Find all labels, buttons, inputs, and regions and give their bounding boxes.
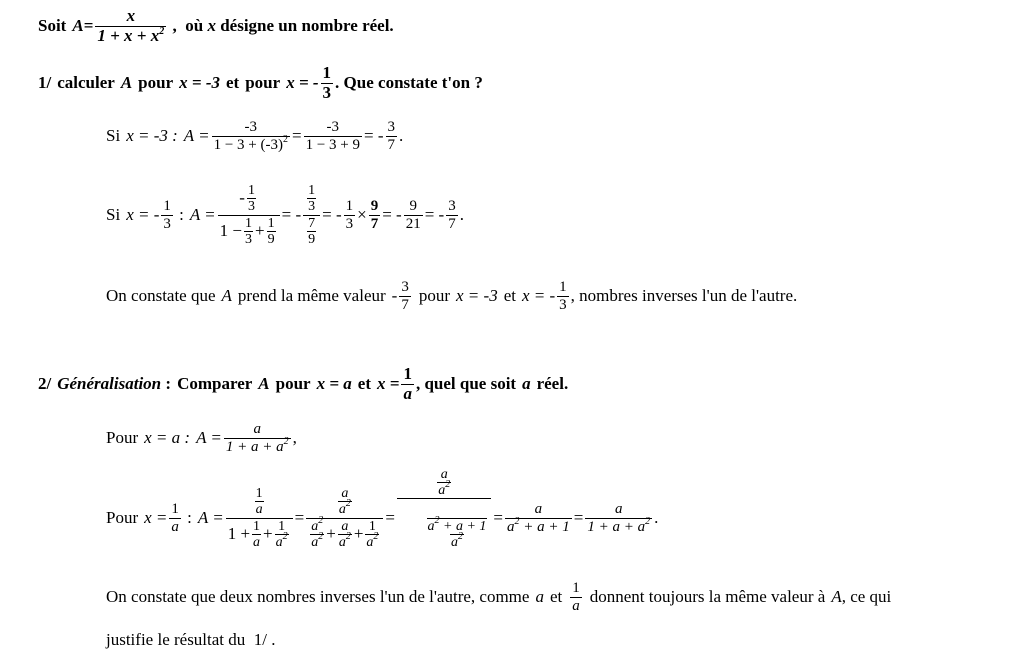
sol1-frac3-num: 3 <box>387 119 396 135</box>
sol4-eq4: = <box>573 508 584 527</box>
sol2-eq1: = - <box>281 205 302 224</box>
concl1-t2: prend la même valeur <box>237 286 386 305</box>
sol4-s3n-sup: 2 <box>445 478 451 490</box>
sol4-s2d-frac1-num-text: a <box>311 518 319 534</box>
sol4-s2d-frac2 <box>338 519 352 551</box>
sol4-s1d-frac2-den-text: a <box>275 534 283 550</box>
concl1-frac-den: 7 <box>401 296 409 313</box>
sol2-m1-den: 3 <box>345 215 354 232</box>
sol1-frac1 <box>212 119 290 153</box>
concl1-frac2-den: 3 <box>559 296 567 313</box>
sol4-s2n-num: a <box>341 485 349 501</box>
sol4-step5-den <box>585 515 652 536</box>
sol4-s1n-den: a <box>255 502 263 518</box>
sol4-s2d-frac3 <box>365 519 379 551</box>
sol4-s2d-frac2-sup: 2 <box>345 530 351 542</box>
concl1-minus: - <box>391 286 398 305</box>
sol4-s3d-num-a: a <box>427 519 435 534</box>
sol4-s2n-den-text: a <box>338 502 346 518</box>
q2-a: A <box>258 374 270 393</box>
sol4-s3d-num-tail: + a + 1 <box>439 519 487 534</box>
q2-colon: : <box>161 374 172 393</box>
sol2-compound-den <box>218 215 280 248</box>
q2-frac-num: 1 <box>403 363 412 383</box>
q1-frac-num: 1 <box>322 62 332 82</box>
sol1-frac1-den <box>212 133 290 154</box>
concl2-et: et <box>549 587 563 606</box>
sol4-s2d-frac1 <box>310 514 324 551</box>
sol4-end: . <box>654 508 659 527</box>
sol2-xfrac-den: 3 <box>163 215 171 232</box>
sol4-s2d-frac2-den <box>338 530 352 550</box>
sol4-step4-num: a <box>534 501 543 517</box>
q1-number: 1/ <box>38 73 52 92</box>
sol4-eq2: = <box>385 508 396 527</box>
sol4-colon: : <box>182 508 192 527</box>
intro-tail2: désigne un nombre réel. <box>215 16 394 35</box>
sol4-step5-den-text: 1 + a + a <box>587 518 646 535</box>
conclusion-1 <box>106 276 797 316</box>
q2-number: 2/ <box>38 374 52 393</box>
sol4-s1d-pre: 1 + <box>227 524 251 544</box>
sol4-step3 <box>397 467 491 570</box>
q2-t4: réel. <box>536 374 569 393</box>
sol4-s2d-frac2-num: a <box>341 518 349 534</box>
sol4-pour: Pour <box>106 508 139 527</box>
sol2-sn-frac <box>307 183 316 215</box>
q1-x1: x = -3 <box>179 73 220 92</box>
q1-text4: . Que constate t'on ? <box>335 73 483 92</box>
sol3-frac-sup: 2 <box>283 435 289 447</box>
q2-t2: pour <box>275 374 311 393</box>
sol4-step2 <box>306 486 383 551</box>
sol2-cn-frac <box>247 183 256 215</box>
q2-frac-den: a <box>403 383 412 403</box>
q1-text3: pour <box>245 73 281 92</box>
sol2-compound-fraction <box>218 183 280 248</box>
solution-x-a <box>106 418 297 458</box>
sol1-end: . <box>399 126 404 145</box>
sol4-step4-den <box>505 515 572 536</box>
concl1-x2: x = - <box>521 286 556 305</box>
concl2-frac-num: 1 <box>572 580 580 596</box>
intro-fraction <box>95 7 166 45</box>
sol3-frac <box>224 421 291 455</box>
sol2-cd-frac1 <box>244 216 253 248</box>
sol4-step1 <box>226 486 293 551</box>
sol2-eq2: = - <box>322 205 342 224</box>
sol4-s1d-frac2-sup: 2 <box>282 530 288 542</box>
sol1-a: A = <box>183 126 210 145</box>
sol4-s1d-frac1 <box>252 519 261 551</box>
sol2-cn-frac-den: 3 <box>247 199 255 215</box>
sol2-m2-den: 7 <box>370 215 379 232</box>
concl1-t1: On constate que <box>106 286 216 305</box>
intro-eq: = <box>83 16 94 35</box>
sol3-pour: Pour <box>106 428 139 447</box>
sol4-step5 <box>585 501 652 535</box>
sol1-frac2-den: 1 − 3 + 9 <box>305 136 361 153</box>
sol4-step4-den-sup: 2 <box>514 515 520 527</box>
sol4-s2d-frac2-den-text: a <box>338 534 346 550</box>
q1-fraction <box>321 64 334 102</box>
q1-text1: calculer <box>57 73 115 92</box>
sol3-frac-num: a <box>253 421 261 437</box>
sol4-s2d-frac1-den-sup: 2 <box>318 530 324 542</box>
concl1-frac-num: 3 <box>401 279 409 295</box>
sol4-s3d-den-sup: 2 <box>457 531 463 543</box>
sol2-x: x = - <box>126 205 160 224</box>
sol2-colon: : <box>174 205 184 224</box>
sol4-s1n-frac <box>255 486 264 518</box>
concl1-x1: x = -3 <box>456 286 498 305</box>
solution-x-minus3 <box>106 116 403 156</box>
sol4-s3d-frac <box>427 515 488 551</box>
sol4-s2d-frac3-num: 1 <box>368 518 376 534</box>
sol3-x: x = a : <box>144 428 191 447</box>
q2-av: a <box>522 374 531 393</box>
sol2-m1 <box>344 198 356 232</box>
sol1-frac1-num: -3 <box>244 119 258 135</box>
concl1-frac2-num: 1 <box>559 279 567 295</box>
sol2-m1-num: 1 <box>345 198 354 214</box>
sol2-sd-frac-num: 7 <box>308 215 316 231</box>
sol1-frac2 <box>304 119 362 153</box>
sol1-frac3-den: 7 <box>387 136 396 153</box>
sol2-a: A = <box>189 205 216 224</box>
concl1-frac <box>399 279 411 313</box>
sol4-s1d-plus: + <box>263 524 273 544</box>
sol2-cd-frac2-num: 1 <box>267 215 275 231</box>
q1-var-a: A <box>120 73 133 92</box>
intro-line <box>38 6 394 46</box>
intro-tail1: , où <box>168 16 208 35</box>
intro-var-a: A <box>72 16 84 35</box>
solution-x-inverse-a <box>106 466 659 566</box>
sol2-cd-pre: 1 − <box>219 221 243 241</box>
sol4-s2d-frac3-den-text: a <box>366 534 374 550</box>
sol4-step4-den-a: a <box>507 518 515 535</box>
question-2 <box>38 362 568 406</box>
intro-den-text: 1 + x + x <box>97 25 160 45</box>
sol2-cd-frac1-den: 3 <box>245 231 253 247</box>
concl1-et: et <box>503 286 516 305</box>
sol2-xfrac-num: 1 <box>163 198 171 214</box>
sol2-times: × <box>357 205 367 224</box>
intro-fraction-num: x <box>126 5 136 25</box>
sol3-frac-den-text: 1 + a + a <box>225 438 284 455</box>
concl1-t4: , nombres inverses l'un de l'autre. <box>570 286 798 305</box>
sol4-s2d-frac1-den-text: a <box>311 534 319 550</box>
sol4-s3d-num-sup: 2 <box>434 515 440 526</box>
sol2-xfrac <box>161 198 173 232</box>
sol4-s3d-num <box>427 515 488 534</box>
sol4-s2n-den <box>338 498 352 518</box>
sol4-s1d-frac1-num: 1 <box>253 518 261 534</box>
sol4-s1d-frac2-den <box>275 530 289 550</box>
sol1-frac1-sup: 2 <box>283 133 288 145</box>
sol2-sn-frac-den: 3 <box>308 199 316 215</box>
sol4-s3n-frac <box>437 467 451 499</box>
sol4-xfrac-den: a <box>171 518 179 535</box>
question-1 <box>38 62 483 104</box>
sol4-a: A = <box>197 508 224 527</box>
sol1-frac1-den-text: 1 − 3 + (-3) <box>213 136 283 153</box>
concl1-frac2 <box>557 279 569 313</box>
sol4-step3-num <box>433 467 455 499</box>
sol2-stacked-fraction <box>303 183 320 248</box>
sol4-s2d-frac3-sup: 2 <box>373 530 379 542</box>
sol2-r1-num: 9 <box>409 198 417 214</box>
conclusion-2-line2 <box>106 628 276 652</box>
sol2-end: . <box>459 205 464 224</box>
q2-x1: x = a <box>316 374 352 393</box>
sol4-step1-num <box>251 486 268 518</box>
concl2-t2: donnent toujours la même valeur à <box>589 587 826 606</box>
concl2-a: a <box>535 587 544 606</box>
sol4-s3n-num: a <box>440 466 448 482</box>
sol2-m2-num: 9 <box>370 198 379 214</box>
sol4-s2d-frac1-den <box>310 530 324 550</box>
sol2-si: Si <box>106 205 121 224</box>
sol4-s1d-frac2 <box>275 519 289 551</box>
sol4-s2d-plus1: + <box>326 524 336 544</box>
sol4-x: x = <box>144 508 168 527</box>
q2-x2: x = <box>377 374 400 393</box>
sol4-s1n-num: 1 <box>255 485 263 501</box>
sol4-s1d-frac2-num: 1 <box>278 518 286 534</box>
intro-soit: Soit <box>38 16 67 35</box>
sol4-s2n-sup: 2 <box>345 498 351 510</box>
sol2-eq3: = - <box>382 205 402 224</box>
sol1-eq2: = - <box>364 126 384 145</box>
sol2-r2-den: 7 <box>448 215 456 232</box>
sol2-cd-plus: + <box>255 221 265 241</box>
sol2-eq4: = - <box>424 205 445 224</box>
q2-generalisation: Généralisation <box>57 374 162 393</box>
sol3-frac-den <box>224 435 291 456</box>
intro-fraction-den <box>95 26 166 46</box>
q2-t3: , quel que soit <box>415 374 517 393</box>
sol4-s3d-den <box>450 531 464 551</box>
sol4-step5-den-sup: 2 <box>645 515 651 527</box>
solution-x-minus-third <box>106 170 464 260</box>
sol4-s2d-frac3-den <box>365 530 379 550</box>
sol4-step3-den <box>397 498 491 569</box>
sol2-cd-frac2-den: 9 <box>267 231 275 247</box>
sol4-s1d-frac1-den: a <box>253 534 261 550</box>
sol2-r2-num: 3 <box>448 198 456 214</box>
sol4-xfrac-num: 1 <box>171 501 179 517</box>
sol2-sd-frac-den: 9 <box>308 231 316 247</box>
sol1-eq: = <box>292 126 302 145</box>
sol2-cn-frac-num: 1 <box>247 182 255 198</box>
sol2-cd-frac1-num: 1 <box>245 215 253 231</box>
concl2-frac-den: a <box>572 597 580 614</box>
sol4-xfrac <box>169 501 181 535</box>
sol4-step1-den <box>226 518 293 551</box>
sol4-eq1: = <box>294 508 305 527</box>
sol2-cd-frac2 <box>267 216 276 248</box>
q2-frac <box>401 365 414 403</box>
concl2-t1: On constate que deux nombres inverses l'un de l'autre, comme <box>106 587 530 606</box>
sol4-s3n-den-text: a <box>438 482 446 498</box>
sol1-si: Si <box>106 126 121 145</box>
sol4-s2d-plus2: + <box>353 524 364 544</box>
intro-var-x: x <box>207 16 216 35</box>
sol2-compound-num-sign: - <box>239 188 245 208</box>
sol4-s3n-den <box>437 478 451 498</box>
sol1-frac3 <box>386 119 398 153</box>
conclusion-2 <box>106 576 891 618</box>
sol4-step2-num <box>334 486 356 518</box>
sol2-m2 <box>369 198 381 232</box>
sol2-stacked-num <box>303 183 320 215</box>
concl2-line2: justifie le résultat du 1/ . <box>106 630 276 649</box>
sol2-compound-num <box>237 183 260 215</box>
concl2-t3: , ce qui <box>841 587 892 606</box>
sol4-step4 <box>505 501 572 535</box>
q1-text2: pour <box>138 73 174 92</box>
sol2-r1 <box>404 198 423 232</box>
q1-x2: x = - <box>286 73 319 92</box>
sol3-end: , <box>292 428 297 447</box>
sol2-r1-den: 21 <box>405 215 421 232</box>
concl1-a: A <box>221 286 232 305</box>
sol4-step4-den-tail: + a + 1 <box>519 518 570 535</box>
sol2-r2 <box>446 198 458 232</box>
sol1-x: x = -3 : <box>126 126 178 145</box>
q2-et: et <box>357 374 372 393</box>
sol4-step5-num: a <box>614 501 623 517</box>
sol2-sd-frac <box>307 216 316 248</box>
intro-den-sup: 2 <box>159 25 165 37</box>
concl1-t3: pour <box>418 286 451 305</box>
q2-t1: Comparer <box>177 374 253 393</box>
sol4-s2n-frac <box>338 486 352 518</box>
sol2-stacked-den <box>303 215 320 248</box>
sol4-s3d-den-text: a <box>450 535 458 551</box>
q1-et: et <box>226 73 240 92</box>
concl2-frac <box>570 580 582 614</box>
sol2-sn-frac-num: 1 <box>308 182 316 198</box>
concl2-A: A <box>831 587 842 606</box>
sol4-eq3: = <box>493 508 504 527</box>
sol4-step2-den <box>306 514 383 551</box>
sol4-s2d-frac1-sup: 2 <box>318 514 324 526</box>
sol3-a: A = <box>196 428 222 447</box>
q1-frac-den: 3 <box>322 82 332 102</box>
sol1-frac2-num: -3 <box>326 119 340 135</box>
